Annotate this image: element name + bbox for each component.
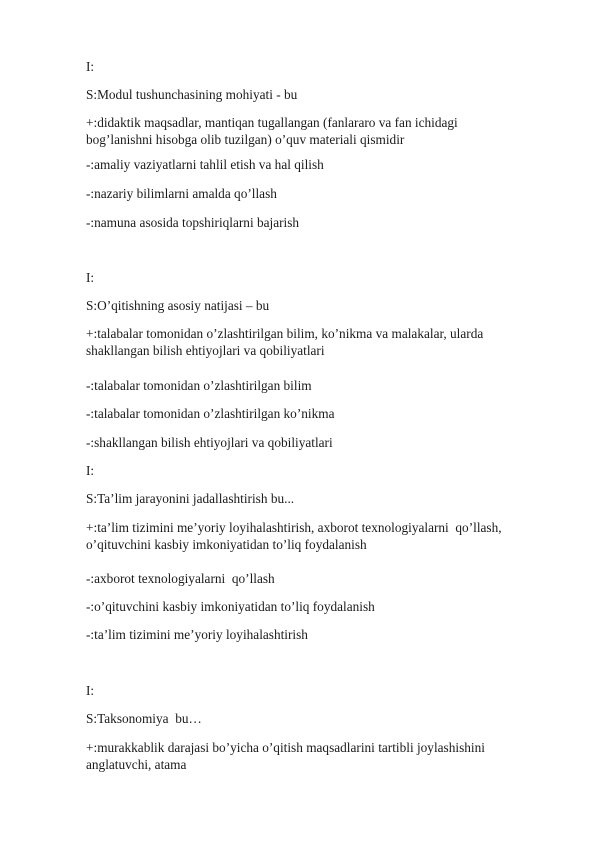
question-marker: I: xyxy=(86,463,95,478)
correct-answer: +:didaktik maqsadlar, mantiqan tugallangan (fanlararo va fan ichidagi bog’lanishni hisobga olib tuzilgan) o’quv materiali qismidir xyxy=(86,115,462,147)
answer-option: -:ta’lim tizimini me’yoriy loyihalashtirish xyxy=(86,627,308,642)
question-stem: S:Taksonomiya bu… xyxy=(86,711,202,726)
question-stem: S:Ta’lim jarayonini jadallashtirish bu... xyxy=(86,491,295,506)
question-marker: I: xyxy=(86,270,95,285)
question-stem: S:O’qitishning asosiy natijasi – bu xyxy=(86,298,270,313)
question-stem: S:Modul tushunchasining mohiyati - bu xyxy=(86,87,298,102)
answer-option: -:amaliy vaziyatlarni tahlil etish va hal qilish xyxy=(86,157,324,172)
answer-option: -:o’qituvchini kasbiy imkoniyatidan to’liq foydalanish xyxy=(86,599,375,614)
correct-answer: +:murakkablik darajasi bo’yicha o’qitish maqsadlarini tartibli joylashishini anglatuvchi, atama xyxy=(86,740,489,772)
answer-option: -:axborot texnologiyalarni qo’llash xyxy=(86,571,275,586)
answer-option: -:namuna asosida topshiriqlarni bajarish xyxy=(86,215,300,230)
question-marker: I: xyxy=(86,59,95,74)
question-marker: I: xyxy=(86,683,95,698)
correct-answer: +:talabalar tomonidan o’zlashtirilgan bilim, ko’nikma va malakalar, ularda shakllangan bilish ehtiyojlari va qobiliyatlari xyxy=(86,326,487,358)
answer-option: -:shakllangan bilish ehtiyojlari va qobiliyatlari xyxy=(86,435,333,450)
answer-option: -:nazariy bilimlarni amalda qo’llash xyxy=(86,186,277,201)
correct-answer: +:ta’lim tizimini me’yoriy loyihalashtirish, axborot texnologiyalarni qo’llash, o’qituvchini kasbiy imkoniyatidan to’liq foydalanish xyxy=(86,520,505,552)
answer-option: -:talabalar tomonidan o’zlashtirilgan bilim xyxy=(86,378,312,393)
answer-option: -:talabalar tomonidan o’zlashtirilgan ko’nikma xyxy=(86,406,335,421)
